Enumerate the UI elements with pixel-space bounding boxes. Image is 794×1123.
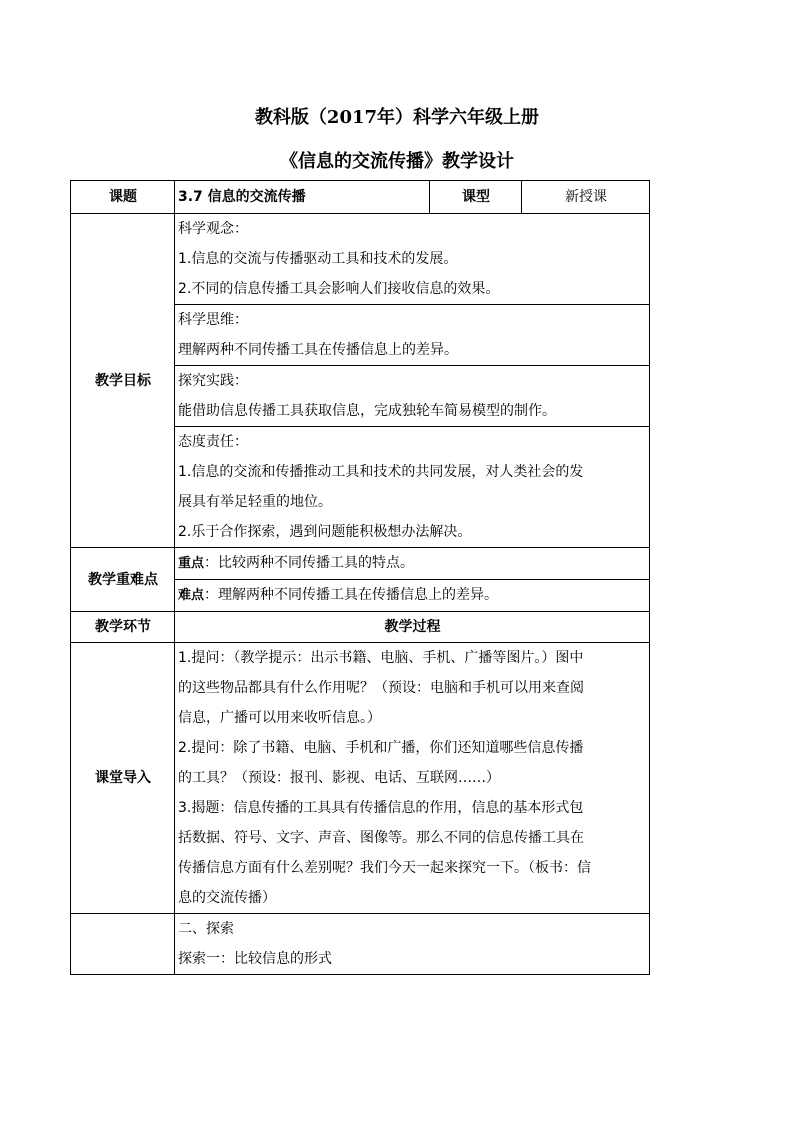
- intro-line: 信息，广播可以用来收听信息。）: [178, 710, 381, 726]
- intro-line: 息的交流传播）: [178, 890, 276, 906]
- intro-row: [71, 643, 650, 914]
- objective-thinking-heading: 科学思维：: [178, 312, 248, 328]
- explore-row: [71, 914, 650, 975]
- objectives-label: 教学目标: [71, 214, 175, 548]
- explore-content-cell: [175, 914, 650, 975]
- document-title: 教科版（2017年）科学六年级上册: [254, 107, 540, 128]
- intro-content-cell: [175, 643, 650, 914]
- objective-concept-item: 1.信息的交流与传播驱动工具和技术的发展。: [178, 251, 458, 267]
- objective-concept-heading: 科学观念：: [178, 221, 248, 237]
- intro-label: 课堂导入: [71, 643, 175, 914]
- objective-row-concept: [71, 214, 650, 305]
- topic-value: 3.7 信息的交流传播: [175, 181, 430, 214]
- objective-attitude-cell: [175, 427, 650, 548]
- lesson-plan-table: [70, 180, 650, 975]
- process-label: 教学过程: [175, 612, 650, 643]
- lesson-title: 《信息的交流传播》教学设计: [280, 151, 514, 172]
- topic-row: [71, 181, 650, 214]
- objective-concept-cell: [175, 214, 650, 305]
- stage-label: 教学环节: [71, 612, 175, 643]
- type-label: 课型: [430, 181, 522, 214]
- intro-line: 的这些物品都具有什么作用呢？（预设：电脑和手机可以用来查阅: [178, 680, 584, 696]
- hard-point-text: ：理解两种不同传播工具在传播信息上的差异。: [204, 587, 499, 603]
- difficulty-label: 教学重难点: [71, 548, 175, 612]
- key-point-text: ：比较两种不同传播工具的特点。: [204, 555, 415, 571]
- topic-label: 课题: [71, 181, 175, 214]
- objective-thinking-cell: [175, 305, 650, 366]
- intro-line: 括数据、符号、文字、声音、图像等。那么不同的信息传播工具在: [178, 830, 584, 846]
- objective-attitude-heading: 态度责任：: [178, 434, 248, 450]
- objective-practice-cell: [175, 366, 650, 427]
- objective-thinking-item: 理解两种不同传播工具在传播信息上的差异。: [178, 342, 458, 358]
- objective-attitude-item: 2.乐于合作探索，遇到问题能积极想办法解决。: [178, 524, 472, 540]
- type-value: 新授课: [522, 181, 650, 214]
- hard-point-label: 难点: [178, 588, 205, 603]
- process-header-row: [71, 612, 650, 643]
- objective-practice-heading: 探究实践：: [178, 373, 248, 389]
- intro-line: 2.提问：除了书籍、电脑、手机和广播，你们还知道哪些信息传播: [178, 740, 584, 756]
- key-point-cell: [175, 548, 650, 580]
- key-point-label: 重点: [178, 556, 205, 571]
- objective-concept-item: 2.不同的信息传播工具会影响人们接收信息的效果。: [178, 281, 500, 297]
- objective-attitude-item: 1.信息的交流和传播推动工具和技术的共同发展，对人类社会的发: [178, 464, 584, 480]
- objective-attitude-item: 展具有举足轻重的地位。: [178, 494, 332, 510]
- explore-label: [71, 914, 175, 975]
- intro-line: 的工具？（预设：报刊、影视、电话、互联网……）: [178, 770, 500, 786]
- intro-line: 传播信息方面有什么差别呢？我们今天一起来探究一下。（板书：信: [178, 860, 591, 876]
- intro-line: 1.提问：（教学提示：出示书籍、电脑、手机、广播等图片。）图中: [178, 650, 584, 666]
- objective-practice-item: 能借助信息传播工具获取信息，完成独轮车简易模型的制作。: [178, 403, 556, 419]
- explore-subheading: 探索一：比较信息的形式: [178, 951, 332, 967]
- hard-point-cell: [175, 580, 650, 612]
- difficulty-row-key: [71, 548, 650, 580]
- explore-heading: 二、探索: [178, 921, 234, 937]
- intro-line: 3.揭题：信息传播的工具具有传播信息的作用，信息的基本形式包: [178, 800, 584, 816]
